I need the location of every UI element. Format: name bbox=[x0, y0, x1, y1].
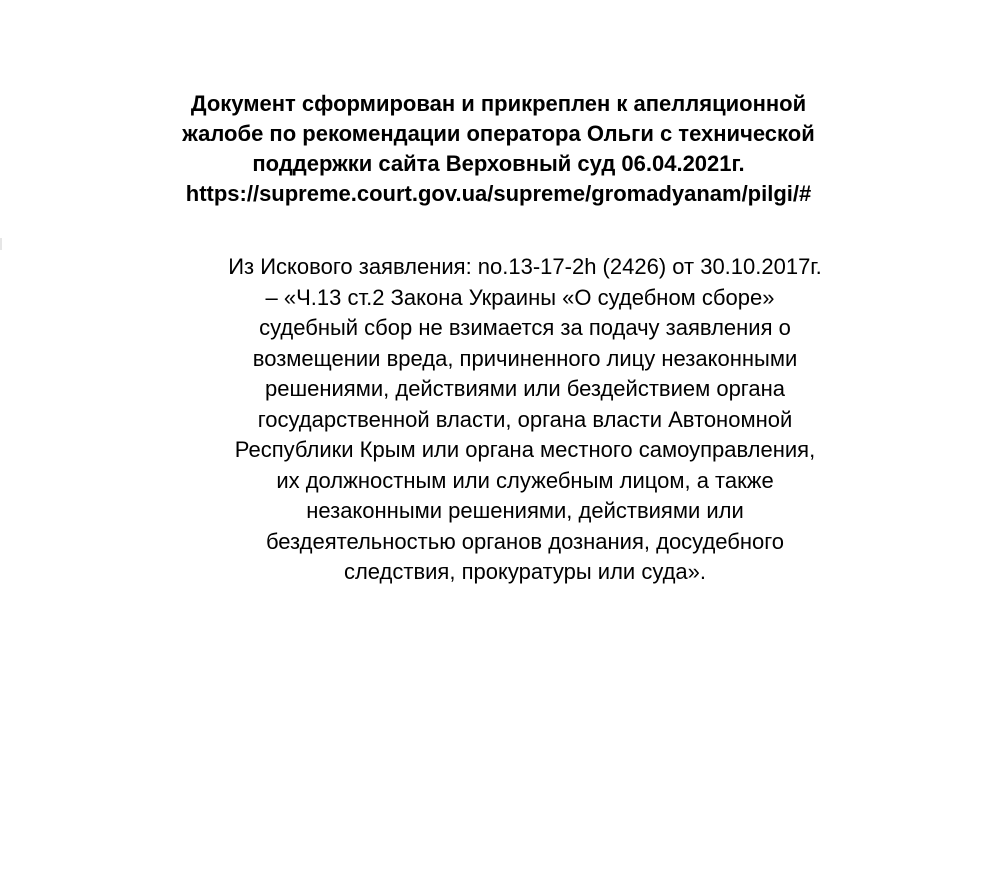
quote-line: – «Ч.13 ст.2 Закона Украины «О судебном сборе» bbox=[265, 284, 775, 310]
quote-source-line: Из Искового заявления: no.13-17-2h (2426) от 30.10.2017г. bbox=[228, 254, 822, 279]
quote-line: Республики Крым или органа местного самоуправления, bbox=[234, 437, 816, 462]
header-line: Документ сформирован и прикреплен к апелляционной bbox=[190, 91, 807, 116]
quote-line: судебный сбор не взимается за подачу заявления о bbox=[259, 315, 791, 340]
quote-line: следствия, прокуратуры или суда». bbox=[343, 559, 707, 584]
document-header-note bbox=[0, 89, 997, 209]
quote-line: незаконными решениями, действиями или bbox=[306, 498, 744, 523]
quote-line: их должностным или служебным лицом, а также bbox=[276, 467, 774, 493]
quote-line: бездеятельностью органов дознания, досудебного bbox=[265, 528, 785, 554]
header-url: https://supreme.court.gov.ua/supreme/gromadyanam/pilgi/# bbox=[185, 181, 812, 206]
quote-line: возмещении вреда, причиненного лицу незаконными bbox=[252, 345, 798, 371]
quote-line: решениями, действиями или бездействием органа bbox=[265, 376, 785, 401]
quote-line: государственной власти, органа власти Автономной bbox=[257, 406, 793, 432]
claim-quote bbox=[160, 252, 890, 588]
header-line: поддержки сайта Верховный суд 06.04.2021г. bbox=[252, 151, 745, 176]
header-line: жалобе по рекомендации оператора Ольги с технической bbox=[182, 121, 815, 146]
scan-edge-mark bbox=[0, 238, 2, 250]
